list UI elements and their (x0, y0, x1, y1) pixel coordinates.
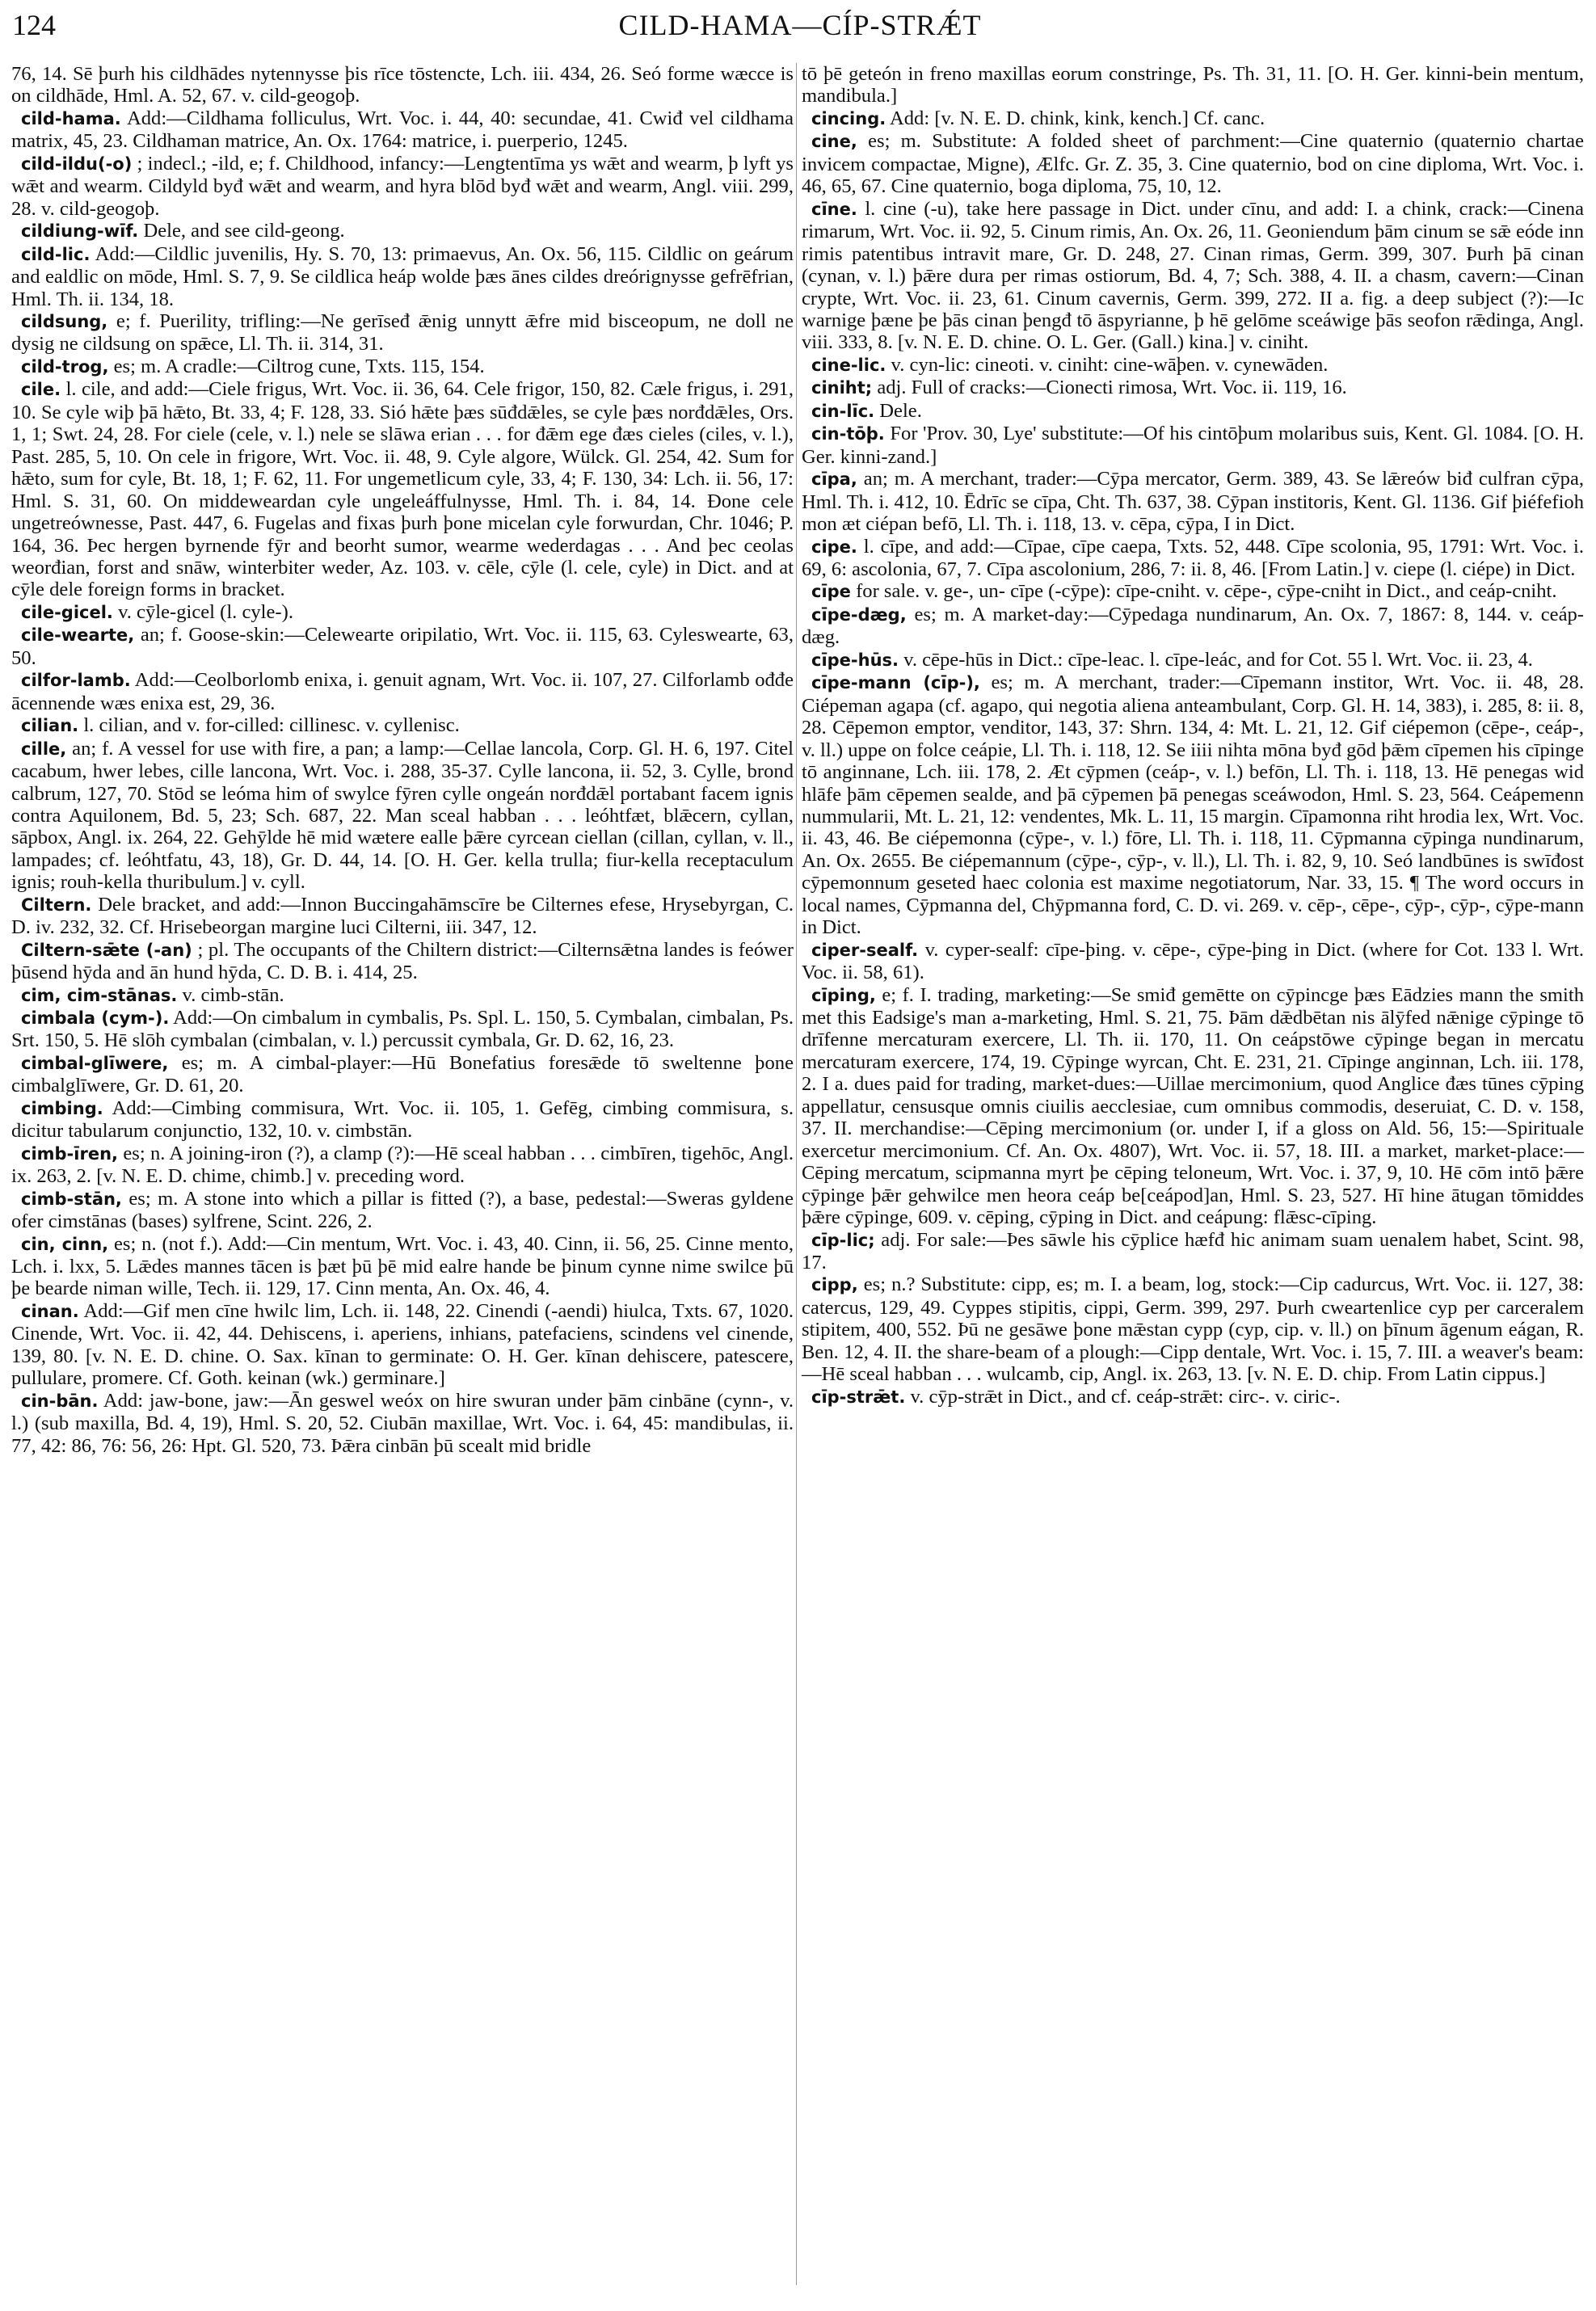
headword: cild-hama. (21, 108, 121, 128)
headword: cim, cim-stānas. (21, 985, 178, 1005)
headword: cildsung, (21, 311, 108, 331)
dictionary-entry (802, 671, 1584, 938)
headword: cimb-īren, (21, 1143, 119, 1164)
dictionary-entry (11, 1052, 794, 1097)
entry-text: v. cimb-stān. (182, 983, 284, 1006)
headword: cin-bān. (21, 1391, 99, 1411)
entry-text: v. cȳp-strǣt in Dict., and cf. ceáp-strǣt: circ-. v. ciric-. (910, 1385, 1341, 1408)
dictionary-entry (802, 107, 1584, 130)
entry-text: es; n. (not f.). Add:—Cin mentum, Wrt. Voc. i. 43, 40. Cinn, ii. 56, 25. Cinne mento, Lch. i. lxx, 5. Lǣdes mannes tācen is þæt þū þē mid ealre hande be þinum cynne nime swilce þū þe bearde niman wille, Tech. ii. 129, 17. Cinn menta, An. Ox. 46, 4. (11, 1232, 794, 1300)
left-column (11, 63, 794, 1457)
headword: cille, (21, 739, 67, 759)
entry-text: l. cile, and add:—Ciele frigus, Wrt. Voc. ii. 36, 64. Cele frigor, 150, 82. Cæle frigus, i. 291, 10. Se cyle wiþ þā hǣto, Bt. 33, 4; F. 128, 33. Sió hǣte þæs sūđdǣles, se cyle þæs norđdǣles, Ors. 1, 1; Swt. 24, 28. For ciele (cele, v. l.) nele se slāwa erian . . . for đǣm ege đæs cieles (ciles, v. l.), Past. 285, 5, 10. On cele in frigore, Wrt. Voc. ii. 48, 9. Cyle algore, Wülck. Gl. 254, 42. Sum for hǣto, sum for cyle, Bt. 18, 1; F. 62, 11. For ungemetlicum cyle, 33, 4; F. 130, 34: Lch. ii. 56, 17: Hml. S. 31, 60. On middeweardan cyle ungeleáffulnysse, Hml. Th. i. 84, 14. Đone cele ungetreównesse, Past. 447, 6. Fugelas and fixas þurh þone micelan cyle forwurdan, Chr. 1046; P. 164, 36. Þec hergen byrnende fȳr and beorht sumor, wearme wederdagas . . . And þec ceolas weorđian, forst and snāw, winterbiter weder, Az. 103. v. cēle, cȳle (l. cele, cyle) in Dict. and at cȳle dele foreign forms in bracket. (11, 378, 794, 601)
headword: cile-gicel. (21, 602, 113, 622)
dictionary-entry (802, 536, 1584, 581)
page-header (12, 8, 1588, 48)
headword: Ciltern-sǣte (-an) (21, 940, 192, 960)
entry-text: Add: [v. N. E. D. chink, kink, kench.] Cf. canc. (890, 107, 1265, 129)
entry-text: v. cyper-sealf: cīpe-þing. v. cēpe-, cȳpe-þing in Dict. (where for Cot. 133 l. Wrt. Voc. ii. 58, 61). (802, 938, 1584, 984)
dictionary-entry (11, 1143, 794, 1188)
dictionary-entry (802, 468, 1584, 535)
entry-text: ; pl. The occupants of the Chiltern district:—Cilternsǣtna landes is feówer þūsend hȳda and ān hund hȳda, C. D. B. i. 414, 25. (11, 938, 794, 984)
entry-text: l. cilian, and v. for-cilled: cillinesc. v. cyllenisc. (83, 714, 460, 737)
entry-text: ; indecl.; -ild, e; f. Childhood, infancy:—Lengtentīma ys wǣt and wearm, þ lyft ys wǣt and wearm. Cildyld byđ wǣt and wearm, and hyra blōd byđ wǣt and wearm, Angl. viii. 299, 28. v. cild-geogoþ. (11, 152, 794, 220)
dictionary-entry (11, 714, 794, 737)
dictionary-entry (11, 153, 794, 220)
dictionary-entry (802, 1229, 1584, 1274)
headword: cīne. (811, 199, 857, 219)
headword: cimb-stān, (21, 1189, 122, 1209)
entry-text: es; m. A merchant, trader:—Cīpemann institor, Wrt. Voc. ii. 48, 28. Ciépeman agapa (cf. agapo, qui negotia aliena anteambulant, Corp. Gl. H. 14, 383), i. 285, 8: ii. 8, 28. Cēpemon emptor, venditor, 143, 37: Shrn. 134, 4: Mt. L. 21, 12. Gif ciépemon (cēpe-, ceáp-, v. ll.) uppe on folce ceápie, Ll. Th. i. 118, 12. Se iiii nihta mōna byđ gōd þǣm cīpemen his cīpinge tō anginnane, Lch. iii. 178, 2. Æt cȳpmen (ceáp-, v. l.) befōn, Ll. Th. i. 118, 13. Hē penegas wid hlāfe þām cēpemen sealde, and þā cȳpemen þā penegas sceáwodon, Hml. S. 23, 564. Ceápemenn nummularii, Mt. L. 21, 12: vendentes, Mk. L. 11, 15 margin. Cīpamonna riht hrodia lex, Wrt. Voc. ii. 43, 46. Be ciépemonna (cȳpe-, v. l.) fōre, Ll. Th. i. 118, 11. Cȳpmanna cȳpinga nundinarum, An. Ox. 2655. Be ciépemannum (cȳpe-, cȳp-, v. ll.), Ll. Th. i. 82, 9, 10. Seó landbūnes is swīđost cȳpemonnum geseted haec colonia est maxime negotiatorum, Nar. 33, 15. ¶ The word occurs in local names, Cȳpmanna del, Chȳpmanna ford, C. D. vi. 269. v. cēp-, cēpe-, cȳp-, cȳp-, cȳpe-mann in Dict. (802, 671, 1584, 939)
headword: cild-ildu(-o) (21, 154, 133, 174)
dictionary-entry (11, 1097, 794, 1143)
dictionary-entry (11, 1188, 794, 1233)
headword: cildiung-wīf. (21, 221, 139, 242)
dictionary-entry (802, 400, 1584, 423)
entry-text: adj. Full of cracks:—Cionecti rimosa, Wrt. Voc. ii. 119, 16. (877, 377, 1347, 399)
dictionary-entry (11, 310, 794, 356)
entry-text: es; n. A joining-iron (?), a clamp (?):—Hē sceal habban . . . cimbīren, tigehōc, Angl. ix. 263, 2. [v. N. E. D. chime, chimb.] v. preceding word. (11, 1142, 794, 1188)
dictionary-entry (802, 1273, 1584, 1385)
entry-text: Add: jaw-bone, jaw:—Ān geswel weóx on hire swuran under þām cinbāne (cynn-, v. l.) (sub maxilla, Bd. 4, 19), Hml. S. 20, 52. Ciubān maxillae, Wrt. Voc. i. 64, 45: mandibulas, ii. 77, 42: 86, 76: 56, 26: Hpt. Gl. 520, 73. Þǣra cinbān þū scealt mid bridle (11, 1389, 794, 1457)
headword: cin-tōþ. (811, 424, 885, 444)
dictionary-entry (11, 1390, 794, 1457)
entry-text: es; m. Substitute: A folded sheet of parchment:—Cine quaternio (quaternio chartae invicem compactae, Migne), Ælfc. Gr. Z. 35, 3. Cine quaternio, bod on cine diploma, Wrt. Voc. i. 46, 65, 67. Cine quaternio, boga diploma, 75, 10, 12. (802, 130, 1584, 198)
headword: Ciltern. (21, 895, 92, 915)
entry-text: es; m. A stone into which a pillar is fitted (?), a base, pedestal:—Sweras gyldene ofer cimstānas (bases) sylfrene, Scint. 226, 2. (11, 1187, 794, 1233)
headword: cinan. (21, 1301, 79, 1321)
headword: cilfor-lamb. (21, 671, 131, 691)
dictionary-entry (802, 377, 1584, 399)
dictionary-entry (802, 939, 1584, 984)
headword: cild-lic. (21, 244, 91, 264)
entry-text: tō þē geteón in freno maxillas eorum constringe, Ps. Th. 31, 11. [O. H. Ger. kinni-bein mentum, mandibula.] (802, 63, 1584, 107)
dictionary-entry (802, 580, 1584, 603)
headword: cīpe (811, 582, 851, 602)
dictionary-entry (11, 1007, 794, 1052)
dictionary-entry (11, 601, 794, 624)
dictionary-entry (802, 604, 1584, 649)
entry-text: Dele bracket, and add:—Innon Buccingahāmscīre be Cilternes efese, Hrysebyrgan, C. D. iv. 232, 32. Cf. Hrisebeorgan margine luci Cilterni, iii. 347, 12. (11, 893, 794, 939)
entry-text: Add:—On cimbalum in cymbalis, Ps. Spl. L. 150, 5. Cymbalan, cimbalan, Ps. Srt. 150, 5. Hē slōh cymbalan (cimbalan, v. l.) percussit cymbala, Gr. D. 62, 16, 23. (11, 1007, 794, 1052)
column-divider (796, 63, 797, 2285)
entry-text: e; f. Puerility, trifling:—Ne gerīseđ ǣnig unnytt ǣfre mid bisceopum, ne doll ne dysig ne cildsung on spǣce, Ll. Th. ii. 314, 31. (11, 309, 794, 356)
headword: cile. (21, 380, 61, 400)
entry-text: Dele, and see cild-geong. (143, 220, 345, 242)
dictionary-entry (11, 894, 794, 939)
dictionary-entry (802, 354, 1584, 377)
entry-text: Dele. (879, 399, 922, 422)
headword: cīpa, (811, 469, 857, 490)
dictionary-entry (802, 649, 1584, 671)
dictionary-entry (11, 624, 794, 669)
page-number: 124 (12, 9, 56, 41)
entry-text: v. cēpe-hūs in Dict.: cīpe-leac. l. cīpe-leác, and for Cot. 55 l. Wrt. Voc. ii. 23, 4. (903, 648, 1533, 671)
dictionary-entry (11, 356, 794, 378)
headword: cīpe-dæg, (811, 604, 907, 625)
headword: cine-lic. (811, 355, 886, 375)
entry-text: Add:—Gif men cīne hwilc lim, Lch. ii. 148, 22. Cinendi (-aendi) hiulca, Txts. 67, 1020. Cinende, Wrt. Voc. ii. 42, 44. Dehiscens, i. aperiens, inhians, patefaciens, scindens vel cinende, 139, 80. [v. N. E. D. chine. O. Sax. kīnan to germinate: O. H. Ger. kīnan dehiscere, patescere, pullulare, promere. Cf. Goth. keinan (wk.) germinare.] (11, 1299, 794, 1390)
entry-text: Add:—Ceolborlomb enixa, i. genuit agnam, Wrt. Voc. ii. 107, 27. Cilforlamb ođđe ācennende wæs enixa est, 29, 36. (11, 669, 794, 714)
entry-text: Add:—Cildlic juvenilis, Hy. S. 70, 13: primaevus, An. Ox. 56, 115. Cildlic on geárum and ealdlic on mōde, Hml. S. 7, 9. Se cildlica heáp wolde þæs ānes cildes dreórignysse gefrēfrian, Hml. Th. ii. 134, 18. (11, 242, 794, 310)
dictionary-entry (11, 107, 794, 153)
dictionary-entry (802, 984, 1584, 1229)
headword: cīpe-mann (cīp-), (811, 673, 980, 693)
entry-text: es; m. A market-day:—Cȳpedaga nundinarum, An. Ox. 7, 1867: 8, 144. v. ceáp-dæg. (802, 603, 1584, 649)
entry-text: l. cine (-u), take here passage in Dict. under cīnu, and add: I. a chink, crack:—Cinena rimarum, Wrt. Voc. ii. 92, 5. Cinum rimis, An. Ox. 26, 11. Geoniendum þām cinum se sǣ eóde inn rimis patentibus intravit mare, Gr. D. 248, 27. Cinan rimas, Germ. 399, 307. Þurh þā cinan (cynan, v. l.) þǣre dura per rimas ostiorum, Bd. 4, 7; Sch. 388, 4. II. a chasm, cavern:—Cinan crypte, Wrt. Voc. ii. 23, 61. Cinum cavernis, Germ. 399, 272. II a. fig. a deep subject (?):—Ic warnige þæne þe þās cinan þengđ tō āspyrianne, þ hē gelōme sceáwige þās seofon rǣdinga, Angl. viii. 333, 8. [v. N. E. D. chine. O. L. Ger. (Gall.) kina.] v. ciniht. (802, 197, 1584, 354)
headword: ciper-sealf. (811, 940, 919, 960)
entry-text: 76, 14. Sē þurh his cildhādes nytennysse þis rīce tōstencte, Lch. iii. 434, 26. Seó forme wæcce is on cildhāde, Hml. A. 52, 67. v. cild-geogoþ. (11, 63, 794, 107)
page-title: CILD-HAMA—CÍP-STRǼT (618, 9, 982, 41)
entry-text: an; m. A merchant, trader:—Cȳpa mercator, Germ. 389, 43. Se lǣreów biđ culfran cȳpa, Hml. Th. i. 412, 10. Ēdrīc se cīpa, Cht. Th. 637, 38. Cȳpan institoris, Kent. Gl. 1136. Gif þiéfefioh mon æt ciépan befō, Ll. Th. i. 118, 13. v. cēpa, cȳpa, I in Dict. (802, 468, 1585, 536)
headword: cimbal-glīwere, (21, 1053, 169, 1073)
headword: cimbing. (21, 1098, 103, 1118)
dictionary-entry (802, 1386, 1584, 1408)
headword: ciniht; (811, 378, 873, 398)
entry-text: e; f. I. trading, marketing:—Se smiđ gemētte on cȳpincge þæs Eādzies mann the smith met this Eadsige's man a-marketing, Hml. S. 21, 75. Þām dǣdbētan nis ālȳfed nǣnige cȳpinge tō drīfenne mercaturam exercere, Ll. Th. ii. 170, 11. On ceápstōwe cȳpinge began in mercatu mercaturam exercere, 174, 19. Cȳpinge wyrcan, Cht. E. 231, 21. Cīpinge anginnan, Lch. iii. 178, 2. I a. dues paid for trading, market-dues:—Uillae mercimonium, quod Anglice đæs tūnes cȳping appellatur, censusque omnis ciuilis aecclesiae, cum omnibus commodis, deseruiat, C. D. v. 158, 37. II. merchandise:—Cēping mercimonium (or. under I, if a gloss on Ald. 56, 15:—Spirituale exercetur mercimonium. Cf. An. Ox. 4807), Wrt. Voc. ii. 57, 18. III. a market, market-place:—Cēping mercatum, scipmanna myrt þe cēping teloneum, Wrt. Voc. i. 37, 9, 10. Hē cōm intō þǣre cȳpinge þǣr gehwilce men heora ceáp be[ceápod]an, Hml. S. 23, 527. Hī hine ātugan tōmiddes þǣre cȳpinge, 609. v. cēping, cȳping in Dict. and ceápung: flǣsc-cīping. (802, 983, 1584, 1229)
headword: cin, cinn, (21, 1234, 109, 1254)
headword: cīp-strǣt. (811, 1387, 906, 1407)
dictionary-entry (802, 130, 1584, 197)
entry-text: l. cīpe, and add:—Cīpae, cīpe caepa, Txts. 52, 448. Cīpe scolonia, 95, 1791: Wrt. Voc. i. 69, 6: ascolonia, 67, 7. Cīpa ascolonium, 286, 7: ii. 8, 46. [From Latin.] v. ciepe (l. ciépe) in Dict. (802, 535, 1584, 580)
dictionary-entry (802, 63, 1584, 107)
headword: cin-līc. (811, 401, 875, 421)
entry-text: Add:—Cimbing commisura, Wrt. Voc. ii. 105, 1. Gefēg, cimbing commisura, s. dicitur tabularum conjunctio, 132, 10. v. cimbstān. (11, 1097, 794, 1143)
entry-text: v. cyn-lic: cineoti. v. ciniht: cine-wāþen. v. cynewāden. (891, 353, 1329, 376)
dictionary-entry (11, 984, 794, 1007)
dictionary-entry (802, 423, 1584, 468)
entry-text: For 'Prov. 30, Lye' substitute:—Of his cintōþum molaribus suis, Kent. Gl. 1084. [O. H. Ger. kinni-zand.] (802, 423, 1585, 468)
entry-text: for sale. v. ge-, un- cīpe (-cȳpe): cīpe-cniht. v. cēpe-, cȳpe-cniht in Dict., and ceáp-cniht. (856, 580, 1557, 603)
dictionary-entry (11, 939, 794, 984)
dictionary-entry (11, 1300, 794, 1390)
entry-text: Add:—Cildhama folliculus, Wrt. Voc. i. 44, 40: secundae, 41. Cwiđ vel cildhama matrix, 45, 23. Cildhaman matrice, An. Ox. 1764: matrice, i. puerperio, 1245. (11, 107, 794, 153)
headword: cile-wearte, (21, 625, 135, 646)
dictionary-entry (802, 198, 1584, 354)
entry-text: an; f. Goose-skin:—Celewearte oripilatio, Wrt. Voc. ii. 115, 63. Cyleswearte, 63, 50. (11, 624, 794, 669)
headword: cipe. (811, 537, 857, 557)
dictionary-entry (11, 669, 794, 714)
entry-text: adj. For sale:—Þes sāwle his cȳplice hæfđ hic animam suam uenalem habet, Scint. 98, 17. (802, 1228, 1584, 1274)
headword: cīpe-hūs. (811, 650, 899, 670)
dictionary-entry (11, 1233, 794, 1300)
entry-text: es; m. A cimbal-player:—Hū Bonefatius foresǣde tō sweltenne þone cimbalglīwere, Gr. D. 61, 20. (11, 1051, 794, 1097)
headword: cīping, (811, 985, 876, 1005)
headword: cincing. (811, 108, 886, 128)
dictionary-entry (11, 63, 794, 107)
headword: cipp, (811, 1275, 858, 1295)
entry-text: es; n.? Substitute: cipp, es; m. I. a beam, log, stock:—Cip cadurcus, Wrt. Voc. ii. 127, 38: catercus, 129, 49. Cyppes stipitis, cippi, Germ. 399, 297. Þurh cweartenlice cyp per carceralem stipitem, 400, 552. Þū ne gesāwe þone mǣstan cypp (cyp, cip. v. ll.) on þīnum āgenum eágan, R. Ben. 12, 4. II. the share-beam of a plough:—Cipp dentale, Wrt. Voc. i. 15, 7. III. a weaver's beam:—Hē sceal habban . . . wulcamb, cip, Angl. ix. 263, 13. [v. N. E. D. chip. From Latin cippus.] (802, 1273, 1584, 1386)
entry-text: v. cȳle-gicel (l. cyle-). (118, 600, 293, 623)
headword: cilian. (21, 716, 79, 736)
dictionary-entry (11, 378, 794, 601)
headword: cild-trog, (21, 356, 109, 377)
headword: cine, (811, 132, 857, 152)
entry-text: es; m. A cradle:—Ciltrog cune, Txts. 115, 154. (113, 355, 485, 377)
right-column (802, 63, 1584, 1408)
dictionary-entry (11, 220, 794, 242)
dictionary-entry (11, 243, 794, 310)
headword: cimbala (cym-). (21, 1008, 170, 1029)
entry-text: an; f. A vessel for use with fire, a pan; a lamp:—Cellae lancola, Corp. Gl. H. 6, 197. Citel cacabum, hwer lebes, cille lancona, Wrt. Voc. i. 288, 35-37. Cylle lancona, ii. 52, 3. Cylle, brond calbrum, 127, 70. Stōd se leóma him of swylce fȳren cylle ongeán norđdǣl portabant facem ignis contra Aquilonem, Bd. 5, 23; Sch. 687, 22. Man sceal habban . . . leóhtfæt, blǣcern, cyllan, sāpbox, Angl. ix. 264, 22. Gehȳlde hē mid wætere ealle þǣre cyrcean ciellan (cillan, cyllan, v. ll., lampades; cf. leóhtfatu, 43, 18), Gr. D. 44, 14. [O. H. Ger. kella trulla; fiur-kella receptaculum ignis; rouh-kella thuribulum.] v. cyll. (11, 737, 794, 894)
dictionary-entry (11, 738, 794, 894)
headword: cīp-lic; (811, 1230, 875, 1250)
